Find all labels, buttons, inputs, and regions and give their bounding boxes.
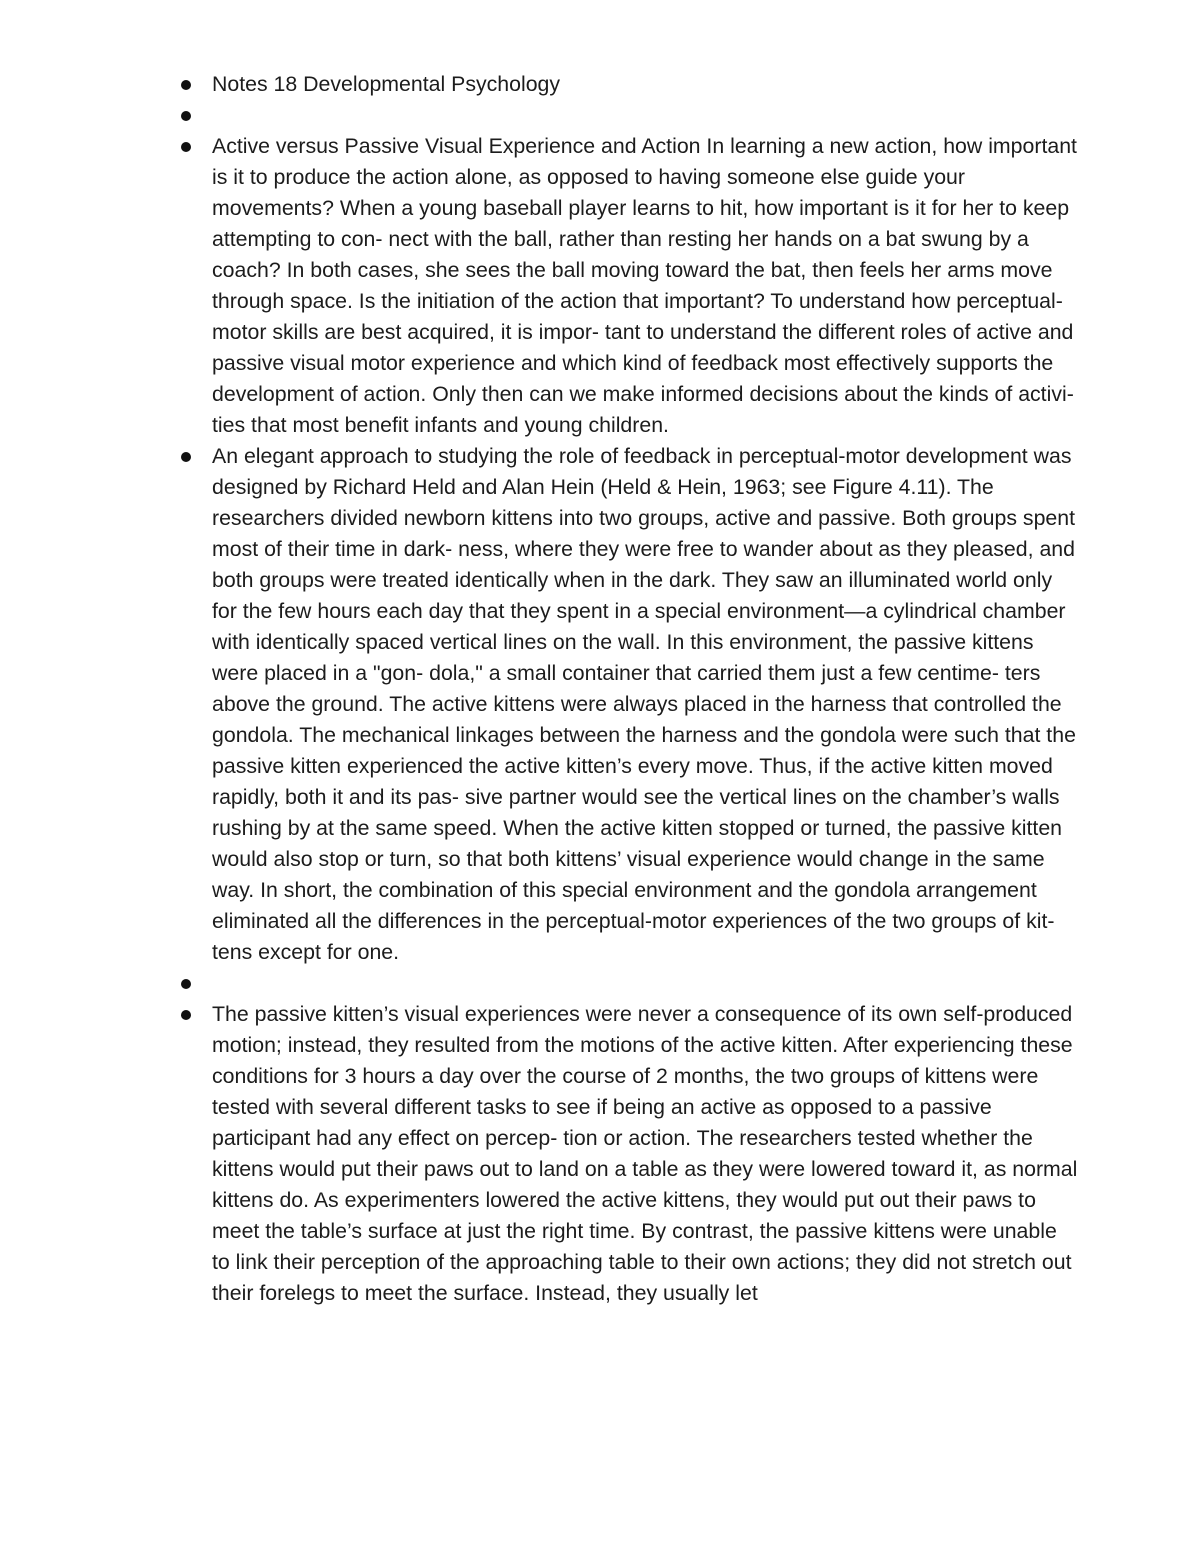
bullet-icon bbox=[181, 1010, 191, 1020]
list-item bbox=[178, 968, 1078, 999]
list-item-text: Active versus Passive Visual Experience and Action In learning a new action, how important is it to produce the action alone, as opposed to having someone else guide your movements? When a young baseball player learns to hit, how important is it for her to keep attempting to con- nect with the ball, rather than resting her hands on a bat swung by a coach? In both cases, she sees the ball moving toward the bat, then feels her arms move through space. Is the initiation of the action that important? To understand how perceptual-motor skills are best acquired, it is impor- tant to understand the different roles of active and passive visual motor experience and which kind of feedback most effectively supports the development of action. Only then can we make informed decisions about the kinds of activi- ties that most benefit infants and young children. bbox=[212, 134, 1077, 437]
list-item-text: The passive kitten’s visual experiences were never a consequence of its own self-produced motion; instead, they resulted from the motions of the active kitten. After experiencing these conditions for 3 hours a day over the course of 2 months, the two groups of kittens were tested with several different tasks to see if being an active as opposed to a passive participant had any effect on percep- tion or action. The researchers tested whether the kittens would put their paws out to land on a table as they were lowered toward it, as normal kittens do. As experimenters lowered the active kittens, they would put out their paws to meet the table’s surface at just the right time. By contrast, the passive kittens were unable to link their perception of the approaching table to their own actions; they did not stretch out their forelegs to meet the surface. Instead, they usually let bbox=[212, 1002, 1078, 1305]
bullet-icon bbox=[181, 142, 191, 152]
list-item-text bbox=[212, 100, 1078, 131]
list-item bbox=[178, 131, 1078, 441]
bullet-icon bbox=[181, 979, 191, 989]
bullet-icon bbox=[181, 111, 191, 121]
bullet-icon bbox=[181, 452, 191, 462]
bullet-list bbox=[178, 69, 1078, 1309]
list-item-text: An elegant approach to studying the role of feedback in perceptual-motor development was designed by Richard Held and Alan Hein (Held & Hein, 1963; see Figure 4.11). The researchers divided newborn kittens into two groups, active and passive. Both groups spent most of their time in dark- ness, where they were free to wander about as they pleased, and both groups were treated identically when in the dark. They saw an illuminated world only for the few hours each day that they spent in a special environment—a cylindrical chamber with identically spaced vertical lines on the wall. In this environment, the passive kittens were placed in a "gon- dola," a small container that carried them just a few centime- ters above the ground. The active kittens were always placed in the harness that controlled the gondola. The mechanical linkages between the harness and the gondola were such that the passive kitten experienced the active kitten’s every move. Thus, if the active kitten moved rapidly, both it and its pas- sive partner would see the vertical lines on the chamber’s walls rushing by at the same speed. When the active kitten stopped or turned, the passive kitten would also stop or turn, so that both kittens’ visual experience would change in the same way. In short, the combination of this special environment and the gondola arrangement eliminated all the differences in the perceptual-motor experiences of the two groups of kit- tens except for one. bbox=[212, 444, 1076, 964]
list-item-text: Notes 18 Developmental Psychology bbox=[212, 72, 561, 96]
list-item bbox=[178, 999, 1078, 1309]
list-item bbox=[178, 69, 1078, 100]
list-item bbox=[178, 100, 1078, 131]
list-item bbox=[178, 441, 1078, 968]
bullet-icon bbox=[181, 80, 191, 90]
list-item-text bbox=[212, 968, 1078, 999]
